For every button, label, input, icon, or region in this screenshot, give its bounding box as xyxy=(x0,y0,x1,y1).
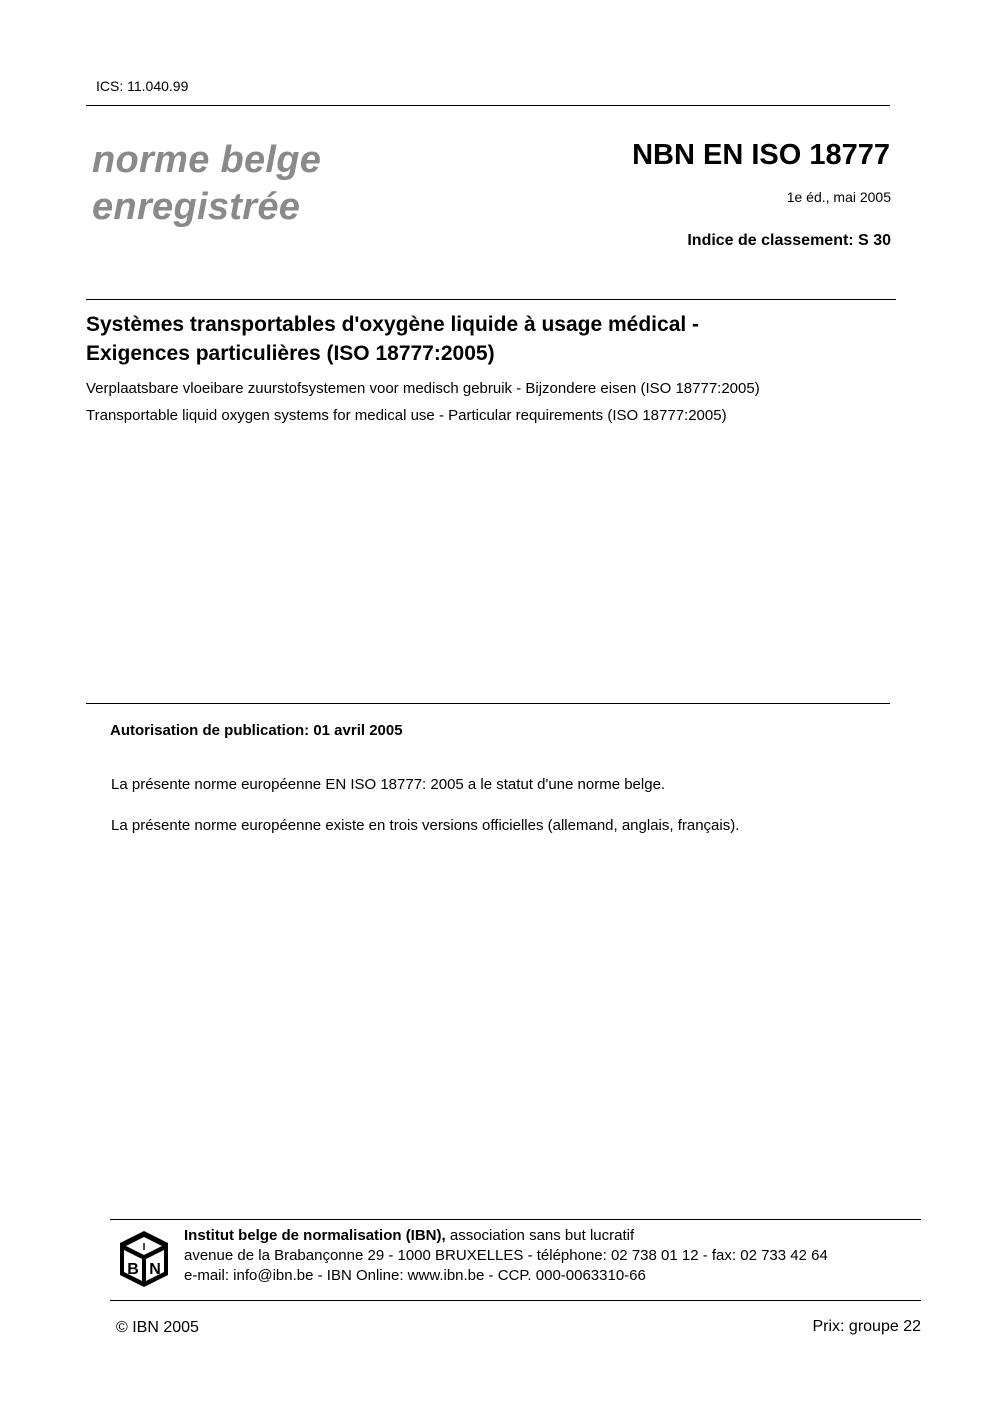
footer-divider-bottom xyxy=(110,1300,921,1301)
registration-label-line-2: enregistrée xyxy=(92,186,301,228)
logo-letter-i: I xyxy=(142,1242,146,1253)
logo-letter-b: B xyxy=(127,1261,139,1278)
institute-contact: e-mail: info@ibn.be - IBN Online: www.ibn.be - CCP. 000-0063310-66 xyxy=(184,1267,646,1284)
price-group: Prix: groupe 22 xyxy=(812,1318,921,1335)
institute-name: Institut belge de normalisation (IBN), xyxy=(184,1227,446,1244)
title-french-line-2: Exigences particulières (ISO 18777:2005) xyxy=(86,342,495,365)
institute-type: association sans but lucratif xyxy=(445,1227,635,1244)
publication-authorization: Autorisation de publication: 01 avril 2005 xyxy=(110,722,403,739)
status-paragraph: La présente norme européenne EN ISO 18777: 2005 a le statut d'une norme belge. xyxy=(111,776,666,793)
registration-label-line-1: norme belge xyxy=(92,139,322,181)
title-divider xyxy=(86,299,896,300)
versions-paragraph: La présente norme européenne existe en trois versions officielles (allemand, anglais, français). xyxy=(111,817,740,834)
footer-divider-top xyxy=(110,1219,921,1220)
ibn-logo-icon xyxy=(118,1229,170,1289)
title-french-line-1: Systèmes transportables d'oxygène liquide à usage médical - xyxy=(86,313,700,336)
title-english: Transportable liquid oxygen systems for medical use - Particular requirements (ISO 18777:2005) xyxy=(86,407,727,424)
ics-code: ICS: 11.040.99 xyxy=(96,78,189,94)
classification-index: Indice de classement: S 30 xyxy=(687,232,891,249)
header-divider xyxy=(86,105,890,106)
body-divider xyxy=(86,703,890,704)
institute-address: avenue de la Brabançonne 29 - 1000 BRUXELLES - téléphone: 02 738 01 12 - fax: 02 733 42 64 xyxy=(184,1247,828,1264)
title-dutch: Verplaatsbare vloeibare zuurstofsystemen voor medisch gebruik - Bijzondere eisen (ISO 18777:2005) xyxy=(86,380,760,397)
edition-date: 1e éd., mai 2005 xyxy=(786,189,891,205)
copyright-notice: © IBN 2005 xyxy=(116,1319,199,1336)
standard-number: NBN EN ISO 18777 xyxy=(632,139,890,171)
institute-name-line xyxy=(184,1227,634,1244)
logo-letter-n: N xyxy=(149,1261,161,1278)
